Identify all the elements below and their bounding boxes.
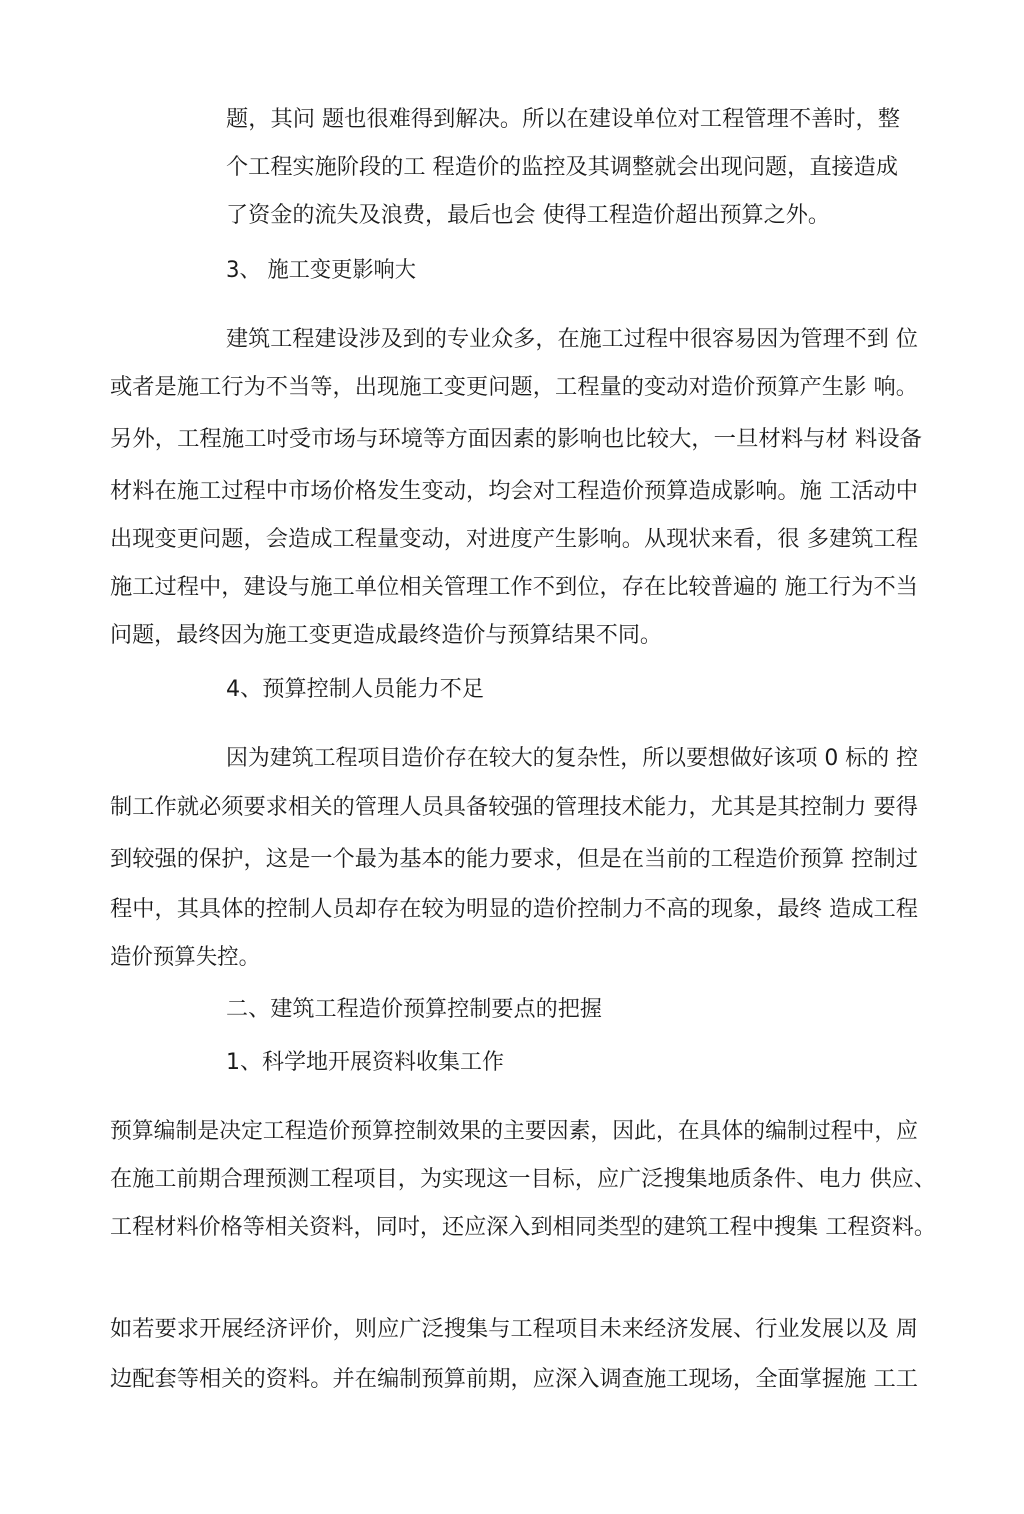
text-line: 了资金的流失及浪费，最后也会 使得工程造价超出预算之外。	[226, 203, 830, 228]
text-line: 程中，其具体的控制人员却存在较为明显的造价控制力不高的现象，最终 造成工程	[110, 897, 918, 922]
text-line: 工程材料价格等相关资料，同吋，还应深入到相同类型的建筑工程中搜集 工程资料。	[110, 1215, 936, 1240]
text-line: 题，其问 题也很难得到解决。所以在建设单位对工程管理不善时，整	[226, 107, 900, 132]
text-line: 建筑工程建设涉及到的专业众多，在施工过程中很容易因为管理不到 位	[226, 327, 918, 352]
text-line: 在施工前期合理预测工程项目，为实现这一目标，应广泛搜集地质条件、电力 供应、	[110, 1167, 936, 1192]
text-line: 预算编制是决定工程造价预算控制效果的主要因素，因此，在具体的编制过程中，应	[110, 1119, 919, 1144]
text-line: 因为建筑工程项目造价存在较大的复杂性，所以要想做好该项 0 标的 控	[226, 746, 918, 771]
text-line: 造价预算失控。	[110, 945, 261, 970]
section-heading: 1、科学地开展资料收集工作	[226, 1050, 504, 1075]
text-line: 或者是施工行为不当等，出现施工变更问题，工程量的变动对造价预算产生影 响。	[110, 375, 918, 400]
text-line: 另外，工程施工吋受市场与环境等方面因素的影响也比较大，一旦材料与材 料设备	[110, 427, 922, 452]
text-line: 制工作就必须要求相关的管理人员具备较强的管理技术能力，尤其是其控制力 要得	[110, 795, 918, 820]
section-heading: 3、 施工变更影响大	[226, 258, 416, 283]
text-line: 出现变更问题，会造成工程量变动，对进度产生影响。从现状来看，很 多建筑工程	[110, 527, 918, 552]
text-line: 边配套等相关的资料。并在编制预算前期，应深入调查施工现场，全面掌握施 工工	[110, 1367, 918, 1392]
section-heading: 二、建筑工程造价预算控制要点的把握	[226, 997, 603, 1022]
text-line: 如若要求开展经济评价，则应广泛搜集与工程项目未来经济发展、行业发展以及 周	[110, 1317, 918, 1342]
text-line: 到较强的保护，这是一个最为基本的能力要求，但是在当前的工程造价预算 控制过	[110, 847, 918, 872]
text-line: 个工程实施阶段的工 程造价的监控及其调整就会出现问题，直接造成	[226, 155, 898, 180]
text-line: 问题，最终因为施工变更造成最终造价与预算结果不同。	[110, 623, 663, 648]
text-line: 材料在施工过程中市场价格发生变动，均会对工程造价预算造成影响。施 工活动中	[110, 479, 918, 504]
section-heading: 4、预算控制人员能力不足	[226, 677, 484, 702]
text-line: 施工过程中，建设与施工单位相关管理工作不到位，存在比较普遍的 施工行为不当	[110, 575, 918, 600]
